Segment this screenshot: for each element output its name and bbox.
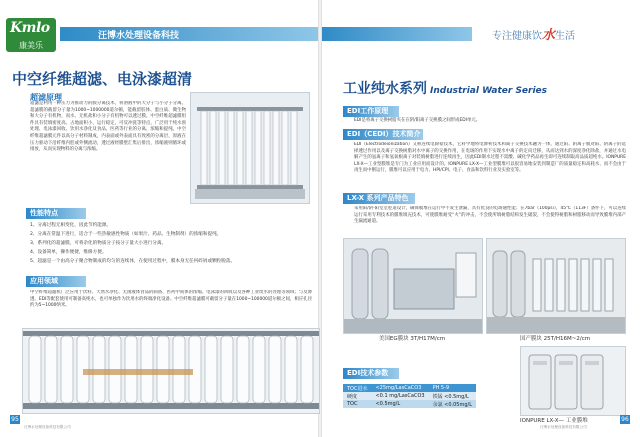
lx-features-text: 采用阳/阴-阳室室腔道设计，确保膜堆在运行中不发生泄漏，具有优良的电场通性能；在7bar（100psi），45℃（113F）条件下，可以连续运行采用专利技术的膜堆填充技术，可使膜堆耐受“火”的冲击，不会使所填树脂结构发生破裂，不会使得树脂和树脂移动而导致膜堆内部产生漏流通道。 [354, 206, 626, 225]
right-page-number: 96 [621, 416, 629, 423]
table-cell: 余氯 <0.05mg/L [429, 400, 476, 408]
edi-system-photo-1 [343, 238, 483, 334]
caption-edi-domestic: 国产膜块 25T/H16M~2/cm [519, 336, 591, 342]
edi-params-table [343, 384, 476, 408]
table-cell: 硬度 [343, 392, 371, 400]
uf-rack-illustration [191, 93, 309, 203]
table-cell: <0.5mg/L [371, 400, 428, 408]
uf-membrane-array-photo [22, 328, 320, 414]
principle-text: 超滤是利用一种压力为推动力的膜分离技术，将溶液中的大分子与小分子分离。超滤膜的截留分子量为1000~1000000道尔顿，能截留胶体、蛋白质、微生物和大分子有机物，而水、无机盐和小分子有机物可以透过膜。中空纤维超滤膜组件具有装填密度高、占地面积小、运行稳定、可反冲洗等特点，广泛用于纯水预处理、电泳漆回收、饮用水净化及食品、医药等行业的分离、浓缩和提纯。中空纤维超滤膜元件以高分子材料制成，内表面或外表面具有致密的分离层，原液在压力驱动下沿纤维内腔或外侧流动，透过液经膜壁汇集后排出，浓缩液则循环或排放，从而实现物料的分离与浓缩。 [30, 101, 186, 153]
edi-system-illustration-2 [487, 239, 625, 333]
edi-tech-text: EDI（Electrodeionization）又称连续电除盐技术，它科学地将电渗析技术和离子交换技术融为一体，通过阳、阴离子膜对阳、阴离子的选择透过作用以及离子交换树脂对水中离子的交换作用，在电场的作用下实现水中离子的定向迁移，从而达到水的深度净化除盐，并通过水电解产生的氢离子和氢氧根离子对装填树脂进行连续再生，因此EDI制水过程不需酸、碱化学药品再生即可连续制取高品质超纯水。IONPURE LX-X—工业型膜堆是专门为工业应用而设计的。IONPURE LX-X—工业型膜堆可以很容易地安装到制造厂的质量稳定和高耗水、而不会由于再生而中断运行，膜堆可以应用于电力、HPI/CPI、电子、食品和饮料行业及实验室等。 [354, 142, 626, 174]
brand-logo [6, 18, 56, 52]
performance-tag: 性能特点 [26, 208, 86, 219]
application-tag: 应用领域 [26, 276, 86, 287]
table-row [343, 384, 476, 392]
caption-edi-us: 美国EG膜块 3T/H17M/cm [378, 336, 446, 342]
table-row [343, 392, 476, 400]
principle-heading: 超滤原理 [30, 93, 62, 102]
right-title-zh: 工业纯水系列 [343, 81, 427, 97]
table-cell: TOC进水 [343, 384, 371, 392]
right-page-title [343, 78, 547, 98]
company-name: 汪博水处理设备科技 [98, 31, 180, 41]
left-page-title: 中空纤维超滤、电泳漆超清 [12, 70, 193, 88]
edi-system-photo-2 [486, 238, 626, 334]
left-footer: 汪博水处理设备科技有限公司 [24, 425, 71, 429]
logo-wordmark: Kmlo [10, 20, 50, 36]
membrane-array-illustration [23, 329, 319, 413]
right-footer: 汪博水处理设备科技有限公司 [540, 425, 587, 429]
right-title-en: Industrial Water Series [430, 86, 548, 96]
edi-tech-tag: EDI（CEDI）技术简介 [343, 129, 423, 140]
left-page-header [0, 16, 318, 52]
lx-features-tag: LX-X 系列产品特色 [343, 193, 415, 204]
caption-ionpure: IONPURE LX-X— 工业膜堆 [520, 418, 588, 424]
left-page-number: 95 [11, 416, 19, 423]
header-color-bar [322, 27, 472, 41]
table-row [343, 400, 476, 408]
uf-equipment-photo [190, 92, 310, 204]
application-text: 中空纤维超滤机广泛应用于饮料、天然水净化、无菌液体食品的制备、医药中间体的浓缩、电泳漆的回收以及各种工业废水的处理等领域；与反渗透、EDI等配套使用可制备高纯水，也可单独作为饮用水的终端净化设备。中空纤维超滤膜可截留分子量在1000~100000道尔顿之间，相应孔径约为5~1000纳米。 [30, 290, 312, 309]
performance-item: 2、分离在常温下进行，适合于一些热敏感性物质（如果汁、药品、生物制剂）的浓缩和提纯。 [30, 232, 222, 237]
table-cell: <0.1 mg/LasCaCO3 [371, 392, 428, 400]
table-cell: TOC [343, 400, 371, 408]
edi-system-illustration-1 [344, 239, 482, 333]
right-page-header [322, 16, 640, 52]
slogan [492, 24, 575, 43]
ionpure-stack-photo [520, 346, 626, 416]
table-cell: 铁锰 <0.5mg/L [429, 392, 476, 400]
performance-item: 5、超滤是一个由高分子聚合物制成的均匀的连续体，在使用过程中，膜本身无任何碎屑或颗粒脱落。 [30, 259, 236, 264]
logo-chinese-name: 康美乐 [19, 41, 43, 50]
edi-params-tag: EDI技术参数 [343, 368, 399, 379]
table-cell: <25mg/LasCaCO3 [371, 384, 428, 392]
edi-principle-text: EDI是将离子交换树脂夹在在阴/阳离子交换膜之间形成EDI单元。 [354, 118, 481, 123]
slogan-emphasis: 水 [542, 28, 556, 43]
slogan-post: 生活 [555, 31, 576, 42]
edi-principle-tag: EDI工作原理 [343, 106, 399, 117]
performance-item: 1、分离过程无相变化，因此节约能源。 [30, 223, 112, 228]
performance-item: 3、系列化的超滤膜，可将杂化的物质分子按分子量大小进行分离。 [30, 241, 167, 246]
ionpure-stack-illustration [521, 347, 625, 415]
table-cell: PH 5-9 [429, 384, 476, 392]
slogan-pre: 专注健康饮 [492, 31, 542, 42]
performance-item: 4、设备简单，操作便捷，维修方便。 [30, 250, 107, 255]
